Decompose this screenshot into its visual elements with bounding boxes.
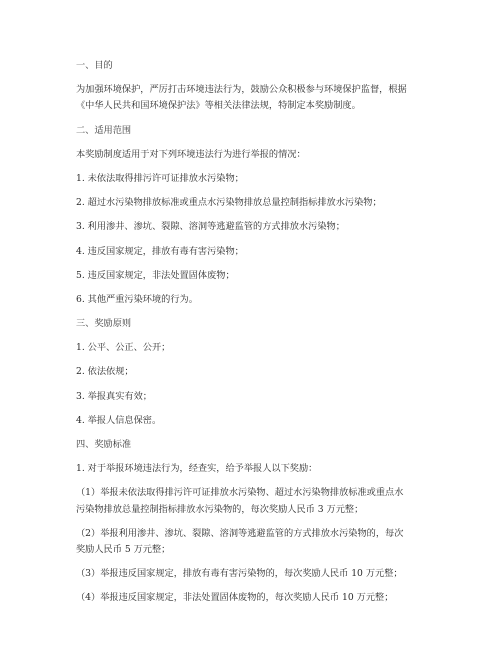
sub-item-line: （1）举报未依法取得排污许可证排放水污染物、超过水污染物排放标准或重点水 — [76, 487, 404, 499]
section-heading-scope: 二、适用范围 — [76, 124, 132, 136]
list-item: 6. 其他严重污染环境的行为。 — [76, 293, 198, 305]
list-item: 4. 违反国家规定，排放有毒有害污染物； — [76, 245, 244, 257]
list-item: 2. 超过水污染物排放标准或重点水污染物排放总量控制指标排放水污染物； — [76, 197, 382, 209]
paragraph-line: 本奖励制度适用于对下列环境违法行为进行举报的情况： — [76, 148, 306, 160]
list-item: 1. 公平、公正、公开； — [76, 342, 171, 354]
list-item: 3. 利用渗井、渗坑、裂隙、溶洞等逃避监管的方式排放水污染物； — [76, 221, 345, 233]
list-item: 1. 对于举报环境违法行为，经查实，给予举报人以下奖励： — [76, 463, 318, 475]
list-item: 3. 举报真实有效； — [76, 390, 152, 402]
paragraph-line: 为加强环境保护，严厉打击环境违法行为，鼓励公众积极参与环境保护监督，根据 — [76, 84, 407, 96]
list-item: 2. 依法依规； — [76, 366, 134, 378]
list-item: 5. 违反国家规定，非法处置固体废物； — [76, 269, 235, 281]
section-heading-purpose: 一、目的 — [76, 60, 113, 71]
sub-item-line: （3）举报违反国家规定，排放有毒有害污染物的，每次奖励人民币 10 万元整； — [76, 568, 403, 580]
list-item: 1. 未依法取得排污许可证排放水污染物； — [76, 172, 244, 184]
sub-item-line: 奖励人民币 5 万元整； — [76, 543, 171, 555]
list-item: 4. 举报人信息保密。 — [76, 414, 162, 426]
section-heading-principles: 三、奖励原则 — [76, 318, 132, 330]
sub-item-line: （4）举报违反国家规定，非法处置固体废物的，每次奖励人民币 10 万元整； — [76, 592, 394, 604]
sub-item-line: （2）举报利用渗井、渗坑、裂隙、溶洞等逃避监管的方式排放水污染物的，每次 — [76, 527, 404, 539]
section-heading-standards: 四、奖励标准 — [76, 439, 132, 450]
sub-item-line: 污染物排放总量控制指标排放水污染物的，每次奖励人民币 3 万元整； — [76, 503, 364, 515]
document-body — [76, 58, 428, 607]
paragraph-line: 《中华人民共和国环境保护法》等相关法律法规，特制定本奖励制度。 — [76, 100, 361, 112]
